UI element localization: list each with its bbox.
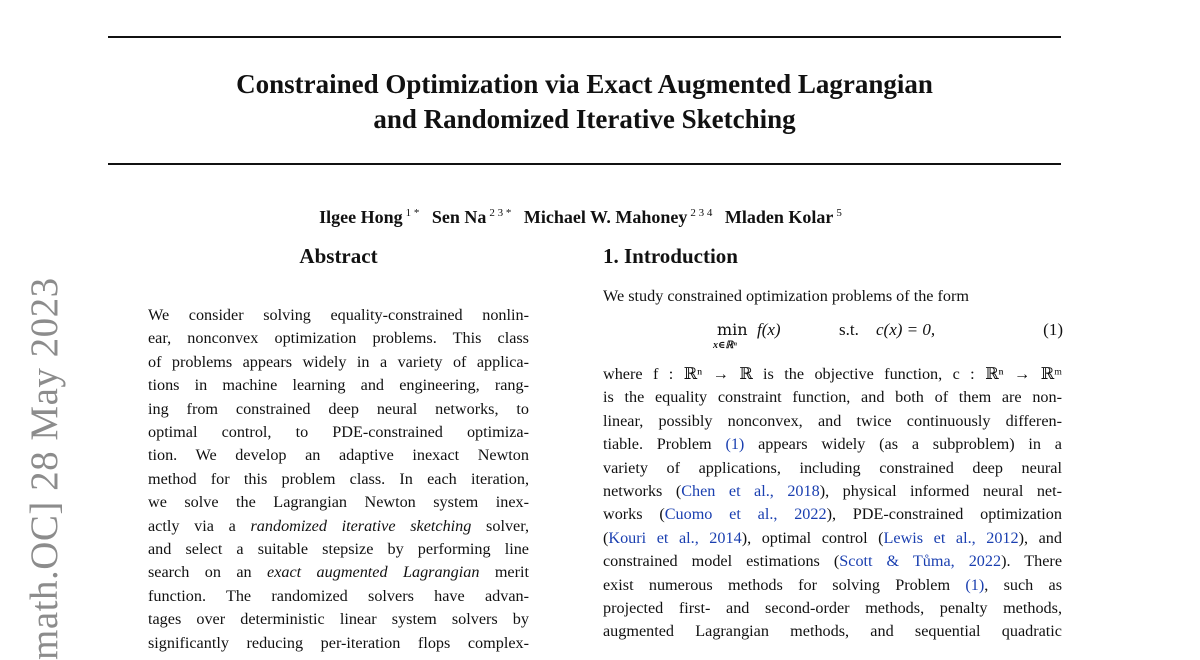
abstract-line: actly via a randomized iterative sketching solver,: [148, 516, 530, 535]
paper-title: [108, 67, 1061, 137]
title-line-1: Constrained Optimization via Exact Augmented Lagrangian: [236, 69, 933, 99]
abstract-line: optimal control, to PDE-constrained optimiza-: [148, 423, 529, 442]
abstract-line: we solve the Lagrangian Newton system inex-: [148, 493, 529, 512]
abstract-line: tion. We develop an adaptive inexact Newton: [148, 446, 529, 465]
intro-line: linear, possibly nonconvex, and twice continuously differen-: [603, 411, 1062, 430]
intro-line: variety of applications, including constrained deep neural: [603, 458, 1062, 477]
author-name: Michael W. Mahoney: [523, 207, 688, 227]
intro-line: networks (Chen et al., 2018), physical informed neural net-: [603, 482, 1062, 501]
emphasis-text: exact augmented Lagrangian: [267, 563, 480, 582]
abstract-heading: Abstract: [299, 244, 378, 268]
top-rule: [108, 36, 1061, 38]
equation-subscript: x∈ℝⁿ: [713, 340, 737, 351]
intro-first-line: We study constrained optimization problems of the form: [603, 287, 969, 305]
abstract-line: significantly reducing per-iteration flops complex-: [148, 633, 529, 652]
author-name: Ilgee Hong: [319, 207, 403, 227]
intro-line: constrained model estimations (Scott & Tůma, 2022). There: [603, 552, 1063, 571]
equation-1: [603, 318, 1063, 358]
intro-line: exist numerous methods for solving Problem (1), such as: [603, 575, 1062, 594]
arxiv-side-stamp: math.OC] 28 May 2023: [23, 277, 66, 660]
abstract-line: We consider solving equality-constrained nonlin-: [148, 306, 529, 324]
author-affiliation: 5: [836, 207, 842, 219]
intro-line: where f : ℝⁿ → ℝ is the objective function, c : ℝⁿ → ℝᵐ: [603, 365, 1062, 383]
intro-line: (Kouri et al., 2014), optimal control (Lewis et al., 2012), and: [603, 528, 1062, 547]
equation-objective: f(x): [757, 320, 781, 339]
abstract-body: [148, 304, 529, 655]
intro-line: tiable. Problem (1) appears widely (as a subproblem) in a: [603, 435, 1062, 454]
equation-st: s.t.: [839, 320, 859, 339]
equation-min: min: [717, 320, 748, 339]
intro-line: is the equality constraint function, and both of them are non-: [603, 388, 1062, 407]
author-list: [108, 207, 1061, 228]
author-affiliation: 2 3 *: [489, 207, 512, 219]
abstract-line: tages over deterministic linear system solvers by: [148, 610, 529, 629]
author-name: Mladen Kolar: [724, 207, 834, 227]
bottom-rule: [108, 163, 1061, 165]
abstract-line: and select a suitable stepsize by performing line: [148, 540, 529, 559]
abstract-line: tions in machine learning and engineering, rang-: [148, 376, 529, 395]
abstract-line: method for this problem class. In each iteration,: [148, 469, 529, 488]
author-affiliation: 2 3 4: [690, 207, 713, 219]
equation-number: (1): [1043, 320, 1063, 339]
intro-line: projected first- and second-order methods, penalty methods,: [603, 599, 1062, 618]
intro-body: [603, 363, 1062, 644]
intro-line: works (Cuomo et al., 2022), PDE-constrained optimization: [603, 505, 1062, 524]
abstract-line: of problems appears widely in a variety of applica-: [148, 352, 529, 371]
abstract-line: ing from constrained deep neural networks, to: [148, 399, 529, 418]
emphasis-text: randomized iterative sketching: [250, 516, 472, 535]
intro-line: augmented Lagrangian methods, and sequential quadratic: [603, 622, 1062, 641]
abstract-line: ear, nonconvex optimization problems. This class: [148, 329, 529, 348]
author-affiliation: 1 *: [405, 207, 420, 219]
abstract-line: function. The randomized solvers have advan-: [148, 586, 529, 605]
equation-constraint: c(x) = 0,: [876, 320, 936, 339]
title-line-2: and Randomized Iterative Sketching: [373, 104, 796, 134]
abstract-line: search on an exact augmented Lagrangian merit: [148, 563, 530, 582]
author-name: Sen Na: [431, 207, 487, 227]
section-heading-introduction: 1. Introduction: [603, 244, 738, 268]
